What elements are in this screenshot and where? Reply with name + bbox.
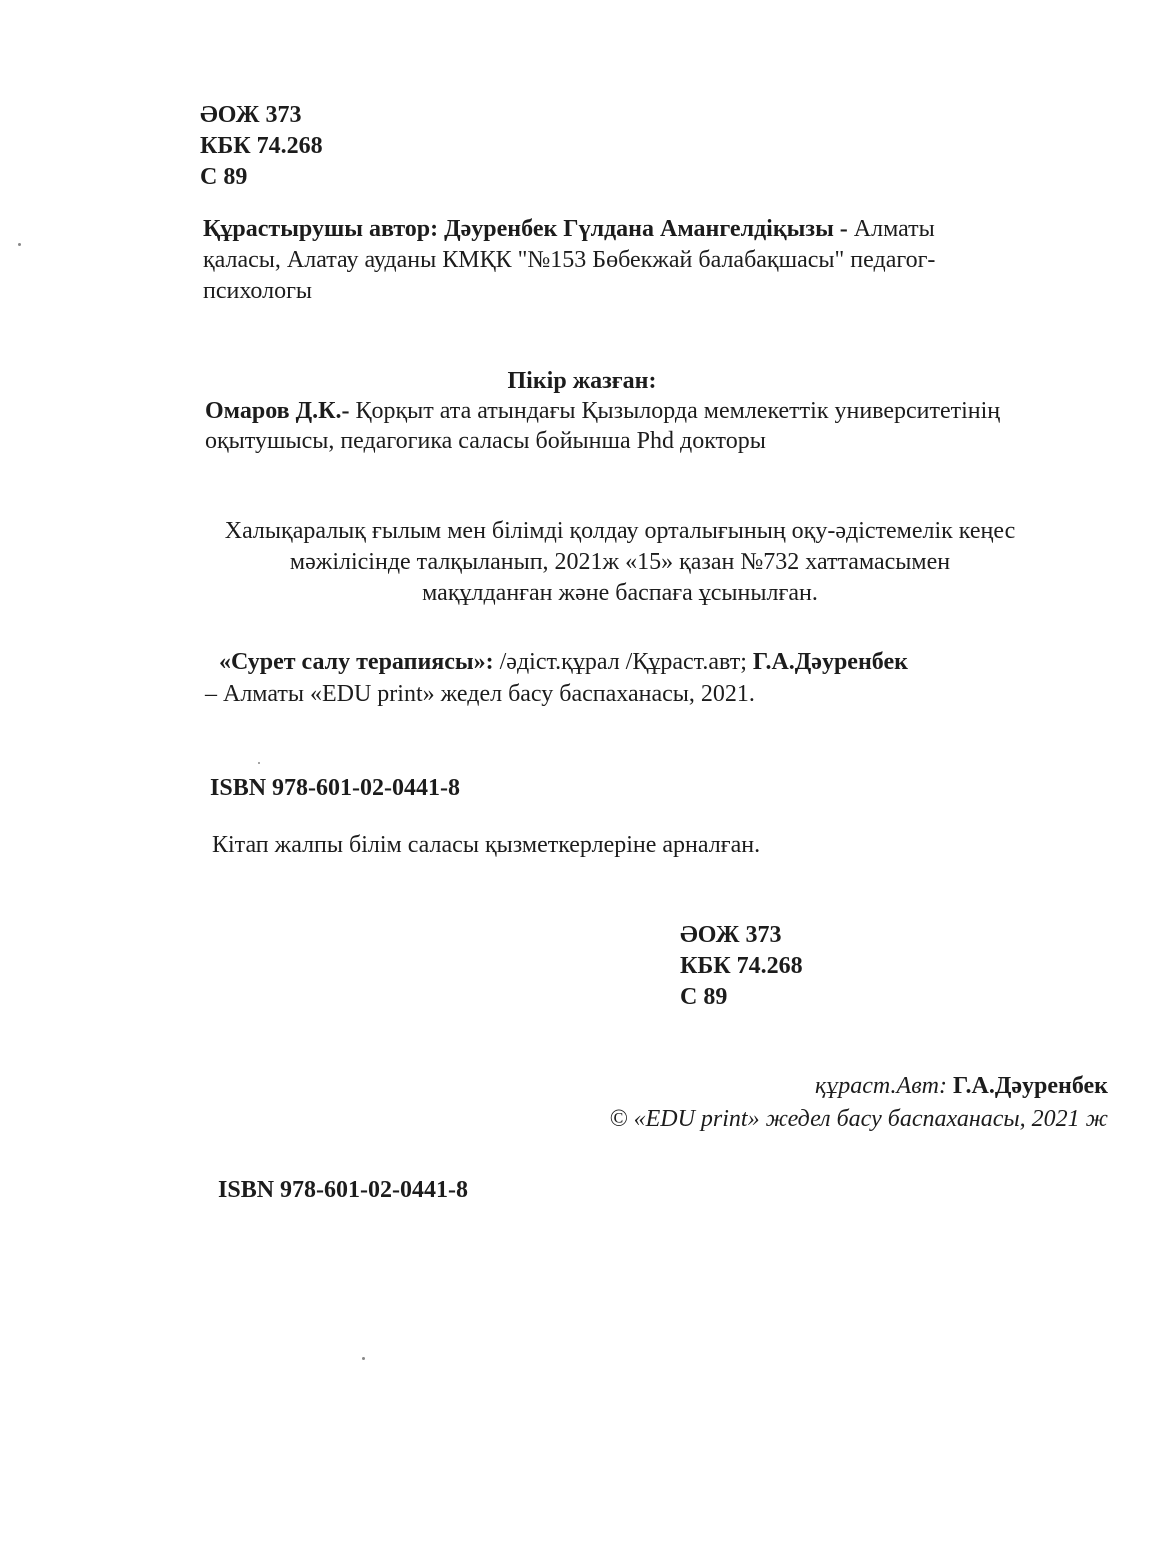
approval-line-1: Халықаралық ғылым мен білімді қолдау орталығының оқу-әдістемелік кеңес [224,518,1016,544]
author-mark: С 89 [200,164,248,190]
reviewer-block [205,396,1085,456]
scan-speck [362,1357,365,1360]
approval-statement [100,516,1140,609]
author-name: Дәуренбек Гүлдана Амангелдіқызы - [444,216,848,242]
scan-speck [18,243,21,246]
author-line-3: психологы [203,278,313,304]
bbk-code: КБК 74.268 [680,953,803,979]
reviewer-heading: Пікір жазған: [507,368,657,394]
approval-line-2: мәжілісінде талқыланып, 2021ж «15» қазан №732 хаттамасымен [289,549,951,575]
author-mark: С 89 [680,984,728,1010]
udc-code: ӘОЖ 373 [200,102,302,128]
reviewer-line-1 [205,396,1085,426]
citation-author: Г.А.Дәуренбек [752,649,908,675]
citation-title: «Сурет салу терапиясы»: [219,649,494,675]
citation-middle: /әдіст.құрал /Құраст.авт; [499,649,747,675]
reviewer-name: Омаров Д.К.- [205,398,350,424]
citation-line-2: – Алматы «EDU print» жедел басу баспаханасы, 2021. [205,681,755,707]
intended-audience-note: Кітап жалпы білім саласы қызметкерлеріне арналған. [212,832,761,858]
credits-block [609,1070,1108,1136]
reviewer-line1-rest: Қорқыт ата атындағы Қызылорда мемлекеттік университетінің [355,398,1001,424]
author-line1-rest: Алматы [853,216,935,242]
citation-block [205,646,1105,710]
top-classification-codes [200,100,323,193]
approval-line-3: мақұлданған және баспаға ұсынылған. [422,580,818,606]
compiler-line [609,1070,1108,1103]
bbk-code: КБК 74.268 [200,133,323,159]
udc-code: ӘОЖ 373 [680,922,782,948]
author-block [203,214,1063,307]
copyright-line: © «EDU print» жедел басу баспаханасы, 2021 ж [609,1106,1108,1132]
author-label: Құрастырушы автор: [203,216,439,242]
citation-line-1 [205,646,1105,678]
author-line-2: қаласы, Алатау ауданы КМҚК "№153 Бөбекжай балабақшасы" педагог- [203,247,936,273]
compiler-name: Г.А.Дәуренбек [952,1073,1108,1099]
compiler-label: құраст.Авт: [815,1073,947,1099]
isbn-top: ISBN 978-601-02-0441-8 [210,775,460,801]
reviewer-line-2: оқытушысы, педагогика саласы бойынша Phd докторы [205,428,766,454]
author-line-1 [203,214,1063,245]
isbn-bottom: ISBN 978-601-02-0441-8 [218,1177,468,1203]
bottom-classification-codes [680,920,803,1013]
scan-speck [258,762,260,764]
